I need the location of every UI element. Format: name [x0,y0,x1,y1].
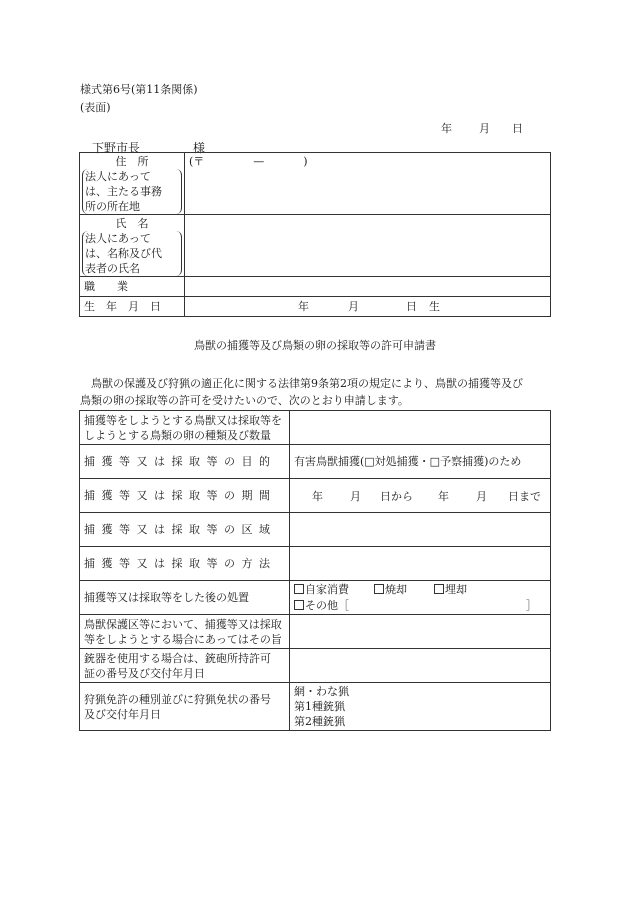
period-until: 日まで [508,490,541,503]
postal-close: ) [303,155,308,168]
honorific: 様 [193,141,206,155]
license-type: 網・わな猟 [294,685,349,698]
checkbox-icon [294,600,304,610]
date-month: 月 [479,122,490,135]
checkbox-icon [294,584,304,594]
area-label: 捕獲等又は採取等の区域 [80,513,290,547]
address-note [82,169,182,214]
name-label: 氏 名 [115,217,149,230]
disposal-option-bury[interactable] [434,582,467,597]
address-note-line: 所の所在地 [85,200,140,213]
address-label-cell [80,153,185,215]
species-field[interactable] [290,411,551,445]
disposal-other-close: ］ [526,599,537,612]
disposal-label: 捕獲等又は採取等をした後の処置 [80,581,290,615]
name-field[interactable] [185,215,551,277]
postal-dash: — [253,155,265,168]
period-label: 捕獲等又は採取等の期間 [80,479,290,513]
species-label-line: しようとする鳥類の卵の種類及び数量 [84,428,271,442]
address-label: 住 所 [115,155,149,168]
intro-line: 鳥獣の保護及び狩猟の適正化に関する法律第9条第2項の規定により、鳥獣の捕獲等及び [80,377,523,390]
date-day: 日 [512,122,523,135]
form-number: 様式第6号(第11条関係) [80,83,198,96]
period-month-1: 月 [350,490,361,503]
gun-label [80,649,290,683]
area-field[interactable] [290,513,551,547]
sanctuary-field[interactable] [290,615,551,649]
disposal-option-burn[interactable] [374,582,407,597]
birth-label: 生 年 月 日 [80,297,185,317]
species-label-line: 捕獲等をしようとする鳥獣又は採取等を [84,413,282,427]
disposal-option-other[interactable] [294,598,349,613]
gun-field[interactable] [290,649,551,683]
form-title: 鳥獣の捕獲等及び鳥類の卵の採取等の許可申請書 [194,339,436,352]
name-note [82,231,182,276]
method-label: 捕獲等又は採取等の方法 [80,547,290,581]
occupation-field[interactable] [185,277,551,297]
checkbox-icon [434,584,444,594]
period-from: 日から [380,490,413,503]
gun-label-line: 証の番号及び交付年月日 [84,666,205,680]
occupation-label: 職 業 [80,277,185,297]
license-label [80,683,290,731]
disposal-option-label: 焼却 [385,583,407,596]
disposal-option-label: その他［ [305,599,349,612]
postal-mark: (〒 [189,155,205,168]
name-label-cell [80,215,185,277]
disposal-option-label: 自家消費 [305,583,349,596]
period-year-1: 年 [312,490,323,503]
birth-month: 月 [348,300,359,313]
sanctuary-label-line: 等をしようとする場合にあってはその旨 [84,632,282,646]
disposal-option-label: 埋却 [445,583,467,596]
license-field[interactable] [290,683,551,731]
date-year: 年 [441,122,452,135]
license-label-line: 狩猟免許の種別並びに狩猟免状の番号 [84,692,271,706]
sanctuary-label [80,615,290,649]
sanctuary-label-line: 鳥獣保護区等において、捕獲等又は採取 [84,617,282,631]
species-label [80,411,290,445]
license-type: 第1種銃猟 [294,700,345,713]
checkbox-icon [374,584,384,594]
method-field[interactable] [290,547,551,581]
applicant-table [79,152,551,317]
purpose-field[interactable]: 有害鳥獣捕獲(□対処捕獲・□予察捕獲)のため [290,445,551,479]
addressee: 下野市長 [92,141,141,155]
gun-label-line: 銃器を使用する場合は、銃砲所持許可 [84,651,271,665]
birth-year: 年 [298,300,309,313]
intro-line: 鳥類の卵の採取等の許可を受けたいので、次のとおり申請します。 [80,394,409,407]
address-note-line: 法人にあって [85,170,151,183]
license-type: 第2種銃猟 [294,715,345,728]
address-field[interactable] [185,153,551,215]
period-field[interactable] [290,479,551,513]
birth-day: 日 [406,300,417,313]
birthdate-field[interactable] [185,297,551,317]
disposal-option-self[interactable] [294,582,349,597]
birth-suffix: 生 [429,300,440,313]
purpose-label: 捕獲等又は採取等の目的 [80,445,290,479]
application-table [79,410,551,731]
period-month-2: 月 [476,490,487,503]
period-year-2: 年 [438,490,449,503]
name-note-line: 法人にあって [85,232,151,245]
name-note-line: は、名称及び代 [85,247,162,260]
disposal-field [290,581,551,615]
license-label-line: 及び交付年月日 [84,707,161,721]
name-note-line: 表者の氏名 [85,262,140,275]
address-note-line: は、主たる事務 [85,185,162,198]
side-indicator: (表面) [80,101,111,114]
